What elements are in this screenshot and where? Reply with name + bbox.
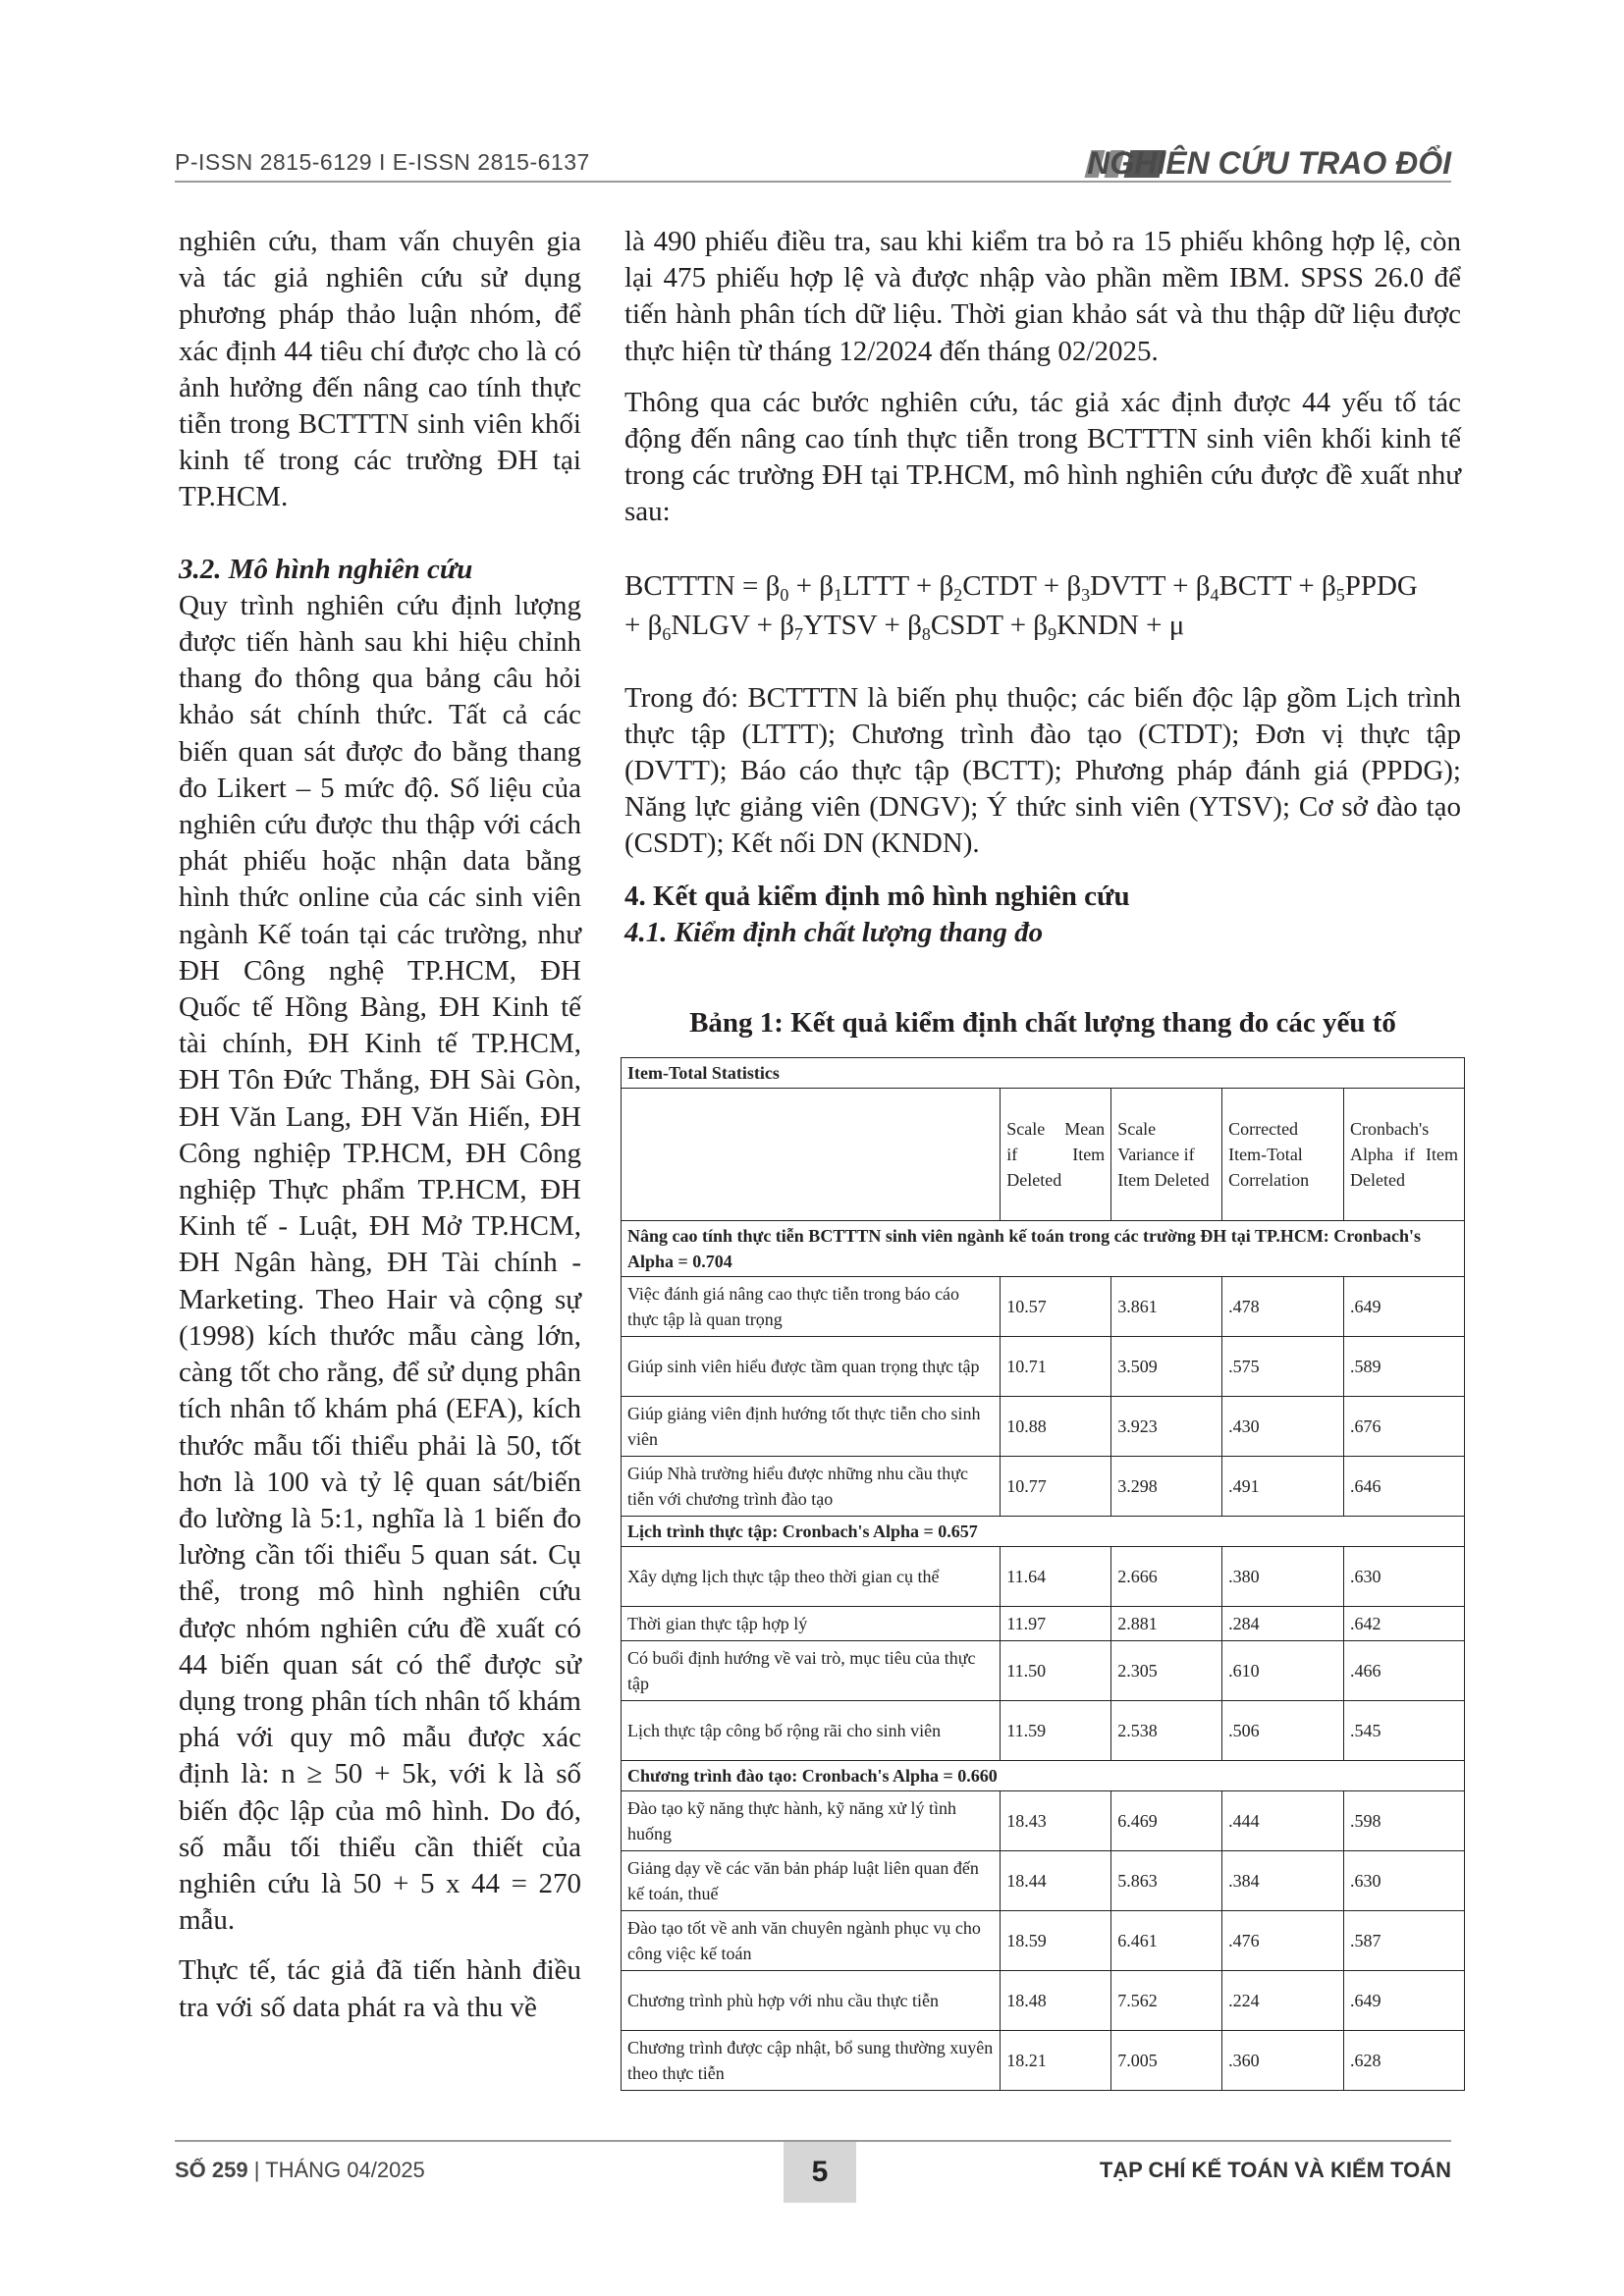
right-column: [624, 224, 1461, 951]
table-row: [622, 1607, 1465, 1641]
item-value: 10.71: [1001, 1337, 1111, 1397]
table-title: Item-Total Statistics: [622, 1058, 1465, 1089]
equation-text: NLGV + β: [671, 609, 795, 641]
item-value: 2.538: [1111, 1701, 1222, 1761]
item-value: 18.44: [1001, 1851, 1111, 1911]
left-paragraph-2: Quy trình nghiên cứu định lượng được tiến hành sau khi hiệu chỉnh thang đo thông qua bảng câu hỏi khảo sát chính thức. Tất cả các biến quan sát được đo bằng thang đo Likert – 5 mức độ. Số liệu của nghiên cứu được thu thập với cách phát phiếu hoặc nhận data bằng hình thức online của các sinh viên ngành Kế toán tại các trường, như ĐH Công nghệ TP.HCM, ĐH Quốc tế Hồng Bàng, ĐH Kinh tế tài chính, ĐH Kinh tế TP.HCM, ĐH Tôn Đức Thắng, ĐH Sài Gòn, ĐH Văn Lang, ĐH Văn Hiến, ĐH Công nghiệp TP.HCM, ĐH Công nghiệp Thực phẩm TP.HCM, ĐH Kinh tế - Luật, ĐH Mở TP.HCM, ĐH Ngân hàng, ĐH Tài chính - Marketing. Theo Hair và cộng sự (1998) kích thước mẫu càng lớn, càng tốt cho rằng, để sử dụng phân tích nhân tố khám phá (EFA), kích thước mẫu tối thiểu phải là 50, tốt hơn là 100 và tỷ lệ quan sát/biến đo lường là 5:1, nghĩa là 1 biến đo lường cần tối thiểu 5 quan sát. Cụ thể, trong mô hình nghiên cứu được nhóm nghiên cứu đề xuất có 44 biến quan sát có thể được sử dụng trong phân tích nhân tố khám phá với quy mô mẫu được xác định là: n ≥ 50 + 5k, với k là số biến độc lập của mô hình. Do đó, số mẫu tối thiểu cần thiết của nghiên cứu là 50 + 5 x 44 = 270 mẫu.: [179, 589, 581, 1937]
issue-number: SỐ 259: [175, 2158, 248, 2182]
table-row: [622, 1641, 1465, 1701]
equation-subscript: 9: [1048, 623, 1057, 644]
item-value: .545: [1344, 1701, 1465, 1761]
item-value: .630: [1344, 1547, 1465, 1607]
section-title: Lịch trình thực tập: Cronbach's Alpha = 0.657: [622, 1517, 1465, 1547]
table-title-row: [622, 1058, 1465, 1089]
item-value: 6.461: [1111, 1911, 1222, 1971]
item-value: 10.77: [1001, 1457, 1111, 1517]
heading-4-1: 4.1. Kiểm định chất lượng thang đo: [624, 916, 1044, 948]
table-row: [622, 2031, 1465, 2091]
item-value: .444: [1222, 1791, 1344, 1851]
item-value: .649: [1344, 1277, 1465, 1337]
item-value: .649: [1344, 1971, 1465, 2031]
item-label: Xây dựng lịch thực tập theo thời gian cụ thể: [622, 1547, 1001, 1607]
equation-subscript: 3: [1081, 584, 1091, 605]
item-value: .575: [1222, 1337, 1344, 1397]
item-value: 11.59: [1001, 1701, 1111, 1761]
issue-date: | THÁNG 04/2025: [247, 2158, 425, 2182]
column-header: Scale Variance if Item Deleted: [1111, 1089, 1222, 1221]
item-label: Thời gian thực tập hợp lý: [622, 1607, 1001, 1641]
equation-text: YTSV + β: [803, 609, 922, 641]
header-rule: [175, 181, 1451, 183]
section-row: [622, 1517, 1465, 1547]
item-label: Đào tạo kỹ năng thực hành, kỹ năng xử lý tình huống: [622, 1791, 1001, 1851]
equation-subscript: 4: [1210, 584, 1219, 605]
column-header: Cronbach's Alpha if Item Deleted: [1344, 1089, 1465, 1221]
table-header-row: [622, 1089, 1465, 1221]
item-value: 3.923: [1111, 1397, 1222, 1457]
item-total-statistics-table: [621, 1057, 1465, 2091]
item-value: .478: [1222, 1277, 1344, 1337]
table-row: [622, 1701, 1465, 1761]
section-title: Chương trình đào tạo: Cronbach's Alpha = 0.660: [622, 1761, 1465, 1791]
item-value: 18.21: [1001, 2031, 1111, 2091]
equation-subscript: 6: [662, 623, 672, 644]
item-value: 5.863: [1111, 1851, 1222, 1911]
table-row: [622, 1791, 1465, 1851]
item-value: .587: [1344, 1911, 1465, 1971]
right-paragraph-variables: Trong đó: BCTTTN là biến phụ thuộc; các biến độc lập gồm Lịch trình thực tập (LTTT); Chương trình đào tạo (CTDT); Đơn vị thực tập (DVTT); Báo cáo thực tập (BCTT); Phương pháp đánh giá (PPDG); Năng lực giảng viên (DNGV); Ý thức sinh viên (YTSV); Cơ sở đào tạo (CSDT); Kết nối DN (KNDN).: [624, 681, 1461, 860]
equation-text: PPDG: [1344, 569, 1418, 602]
table-row: [622, 1277, 1465, 1337]
table-row: [622, 1911, 1465, 1971]
equation-subscript: 2: [953, 584, 963, 605]
item-value: 11.64: [1001, 1547, 1111, 1607]
equation-subscript: 5: [1335, 584, 1345, 605]
item-value: .384: [1222, 1851, 1344, 1911]
section-row: [622, 1221, 1465, 1277]
item-value: 2.666: [1111, 1547, 1222, 1607]
column-header: Corrected Item-Total Correlation: [1222, 1089, 1344, 1221]
item-label: Chương trình phù hợp với nhu cầu thực tiễn: [622, 1971, 1001, 2031]
item-value: 18.48: [1001, 1971, 1111, 2031]
equation-text: KNDN + μ: [1056, 609, 1185, 641]
item-value: 18.59: [1001, 1911, 1111, 1971]
left-paragraph-1: nghiên cứu, tham vấn chuyên gia và tác giả nghiên cứu sử dụng phương pháp thảo luận nhóm, để xác định 44 tiêu chí được cho là có ảnh hưởng đến nâng cao tính thực tiễn trong BCTTTN sinh viên khối kinh tế trong các trường ĐH tại TP.HCM.: [179, 226, 581, 513]
equation-text: LTTT + β: [842, 569, 954, 602]
issue-info: [175, 2158, 425, 2183]
table-row: [622, 1971, 1465, 2031]
item-label: Đào tạo tốt về anh văn chuyên ngành phục vụ cho công việc kế toán: [622, 1911, 1001, 1971]
item-label: Giảng dạy về các văn bản pháp luật liên quan đến kế toán, thuế: [622, 1851, 1001, 1911]
item-value: 3.861: [1111, 1277, 1222, 1337]
table-row: [622, 1457, 1465, 1517]
item-value: 10.57: [1001, 1277, 1111, 1337]
item-value: 7.005: [1111, 2031, 1222, 2091]
journal-name: TẠP CHÍ KẾ TOÁN VÀ KIỂM TOÁN: [1099, 2158, 1451, 2182]
item-value: .284: [1222, 1607, 1344, 1641]
issn-line: P-ISSN 2815-6129 I E-ISSN 2815-6137: [175, 149, 590, 175]
item-value: 3.509: [1111, 1337, 1222, 1397]
item-value: .676: [1344, 1397, 1465, 1457]
table-caption: Bảng 1: Kết quả kiểm định chất lượng thang đo các yếu tố: [689, 1007, 1396, 1039]
equation-subscript: 0: [780, 584, 789, 605]
equation-text: + β: [788, 569, 835, 602]
item-value: 11.50: [1001, 1641, 1111, 1701]
item-label: Có buổi định hướng về vai trò, mục tiêu của thực tập: [622, 1641, 1001, 1701]
page-number: 5: [784, 2142, 856, 2203]
item-value: .476: [1222, 1911, 1344, 1971]
item-value: .224: [1222, 1971, 1344, 2031]
item-value: .589: [1344, 1337, 1465, 1397]
item-value: 6.469: [1111, 1791, 1222, 1851]
item-value: 2.881: [1111, 1607, 1222, 1641]
item-value: .466: [1344, 1641, 1465, 1701]
item-value: .610: [1222, 1641, 1344, 1701]
section-title: Nâng cao tính thực tiễn BCTTTN sinh viên ngành kế toán trong các trường ĐH tại TP.HCM: Cronbach's Alpha = 0.704: [622, 1221, 1465, 1277]
item-value: .506: [1222, 1701, 1344, 1761]
item-label: Việc đánh giá nâng cao thực tiễn trong báo cáo thực tập là quan trọng: [622, 1277, 1001, 1337]
equation-subscript: 8: [921, 623, 931, 644]
left-paragraph-3: Thực tế, tác giả đã tiến hành điều tra với số data phát ra và thu về: [179, 1954, 581, 2023]
item-value: .642: [1344, 1607, 1465, 1641]
section-row: [622, 1761, 1465, 1791]
item-label: Lịch thực tập công bố rộng rãi cho sinh viên: [622, 1701, 1001, 1761]
item-value: 2.305: [1111, 1641, 1222, 1701]
table-row: [622, 1337, 1465, 1397]
equation-text: BCTT + β: [1218, 569, 1336, 602]
item-value: .630: [1344, 1851, 1465, 1911]
heading-4: 4. Kết quả kiểm định mô hình nghiên cứu: [624, 880, 1130, 912]
right-paragraph-1: là 490 phiếu điều tra, sau khi kiểm tra bỏ ra 15 phiếu không hợp lệ, còn lại 475 phiếu hợp lệ và được nhập vào phần mềm IBM. SPSS 26.0 để tiến hành phân tích dữ liệu. Thời gian khảo sát và thu thập dữ liệu được thực hiện từ tháng 12/2024 đến tháng 02/2025.: [624, 226, 1461, 367]
item-label: Giúp giảng viên định hướng tốt thực tiễn cho sinh viên: [622, 1397, 1001, 1457]
item-label: Giúp Nhà trường hiểu được những nhu cầu thực tiễn với chương trình đào tạo: [622, 1457, 1001, 1517]
item-value: .380: [1222, 1547, 1344, 1607]
equation-text: BCTTTN = β: [624, 569, 781, 602]
left-column: [179, 224, 581, 2026]
equation-text: CTDT + β: [962, 569, 1082, 602]
item-label: Giúp sinh viên hiểu được tầm quan trọng thực tập: [622, 1337, 1001, 1397]
heading-3-2: 3.2. Mô hình nghiên cứu: [179, 553, 473, 585]
item-value: .360: [1222, 2031, 1344, 2091]
column-header: Scale Mean if Item Deleted: [1001, 1089, 1111, 1221]
item-value: 11.97: [1001, 1607, 1111, 1641]
equation-text: + β: [624, 609, 663, 641]
regression-equation: [624, 566, 1461, 645]
section-title: NGHIÊN CỨU TRAO ĐỔI: [1087, 145, 1451, 181]
table-row: [622, 1397, 1465, 1457]
equation-subscript: 1: [834, 584, 843, 605]
item-value: .628: [1344, 2031, 1465, 2091]
item-label: Chương trình được cập nhật, bổ sung thường xuyên theo thực tiễn: [622, 2031, 1001, 2091]
item-value: .598: [1344, 1791, 1465, 1851]
item-value: .646: [1344, 1457, 1465, 1517]
item-value: 10.88: [1001, 1397, 1111, 1457]
item-value: 18.43: [1001, 1791, 1111, 1851]
table-row: [622, 1547, 1465, 1607]
item-value: 3.298: [1111, 1457, 1222, 1517]
item-value: .430: [1222, 1397, 1344, 1457]
equation-subscript: 7: [794, 623, 804, 644]
table-row: [622, 1851, 1465, 1911]
equation-text: CSDT + β: [930, 609, 1049, 641]
right-paragraph-2: Thông qua các bước nghiên cứu, tác giả xác định được 44 yếu tố tác động đến nâng cao tính thực tiễn trong BCTTTN sinh viên khối kinh tế trong các trường ĐH tại TP.HCM, mô hình nghiên cứu được đề xuất như sau:: [624, 386, 1461, 528]
column-header: [622, 1089, 1001, 1221]
item-value: 7.562: [1111, 1971, 1222, 2031]
item-value: .491: [1222, 1457, 1344, 1517]
equation-text: DVTT + β: [1090, 569, 1211, 602]
